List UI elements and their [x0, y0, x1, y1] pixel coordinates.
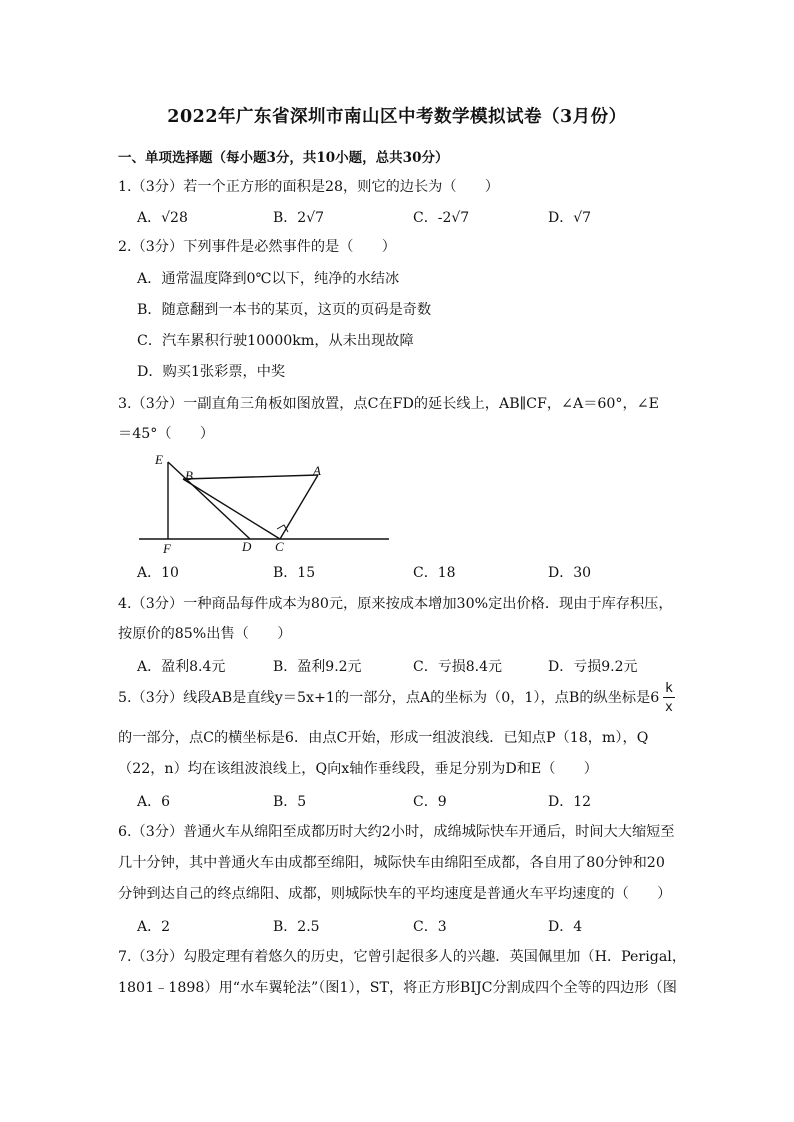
question-1-options: [137, 207, 697, 227]
question-1-option-d: D．√7: [548, 210, 592, 226]
label-f: F: [163, 541, 171, 556]
question-3-stem-line-2: ＝45°（ ）: [118, 426, 215, 442]
edge-ba: [183, 475, 318, 479]
question-3-stem-line-1: 3.（3分）一副直角三角板如图放置，点C在FD的延长线上，AB∥CF，∠A＝60°，∠E: [118, 396, 659, 412]
question-2-option-b: B．随意翻到一本书的某页，这页的页码是奇数: [137, 302, 432, 318]
right-angle-mark: [277, 525, 288, 532]
question-3-option-c: C．18: [413, 565, 456, 581]
question-6-stem-line-1: 6.（3分）普通火车从绵阳至成都历时大约2小时，成绵城际快车开通后，时间大大缩短至: [118, 824, 675, 840]
question-6-option-a: A．2: [137, 919, 171, 935]
label-e: E: [155, 452, 163, 467]
question-5-stem-line-2: 的一部分，点C的横坐标是6．由点C开始，形成一组波浪线．已知点P（18，m），Q: [118, 730, 649, 746]
question-1-stem: 1.（3分）若一个正方形的面积是28，则它的边长为（ ）: [118, 179, 500, 195]
question-4-options: [137, 656, 697, 676]
question-7-stem-line-1: 7.（3分）勾股定理有着悠久的历史，它曾引起很多人的兴趣．英国佩里加（H．Perigal，: [118, 949, 687, 965]
question-5-fraction-bar: [663, 697, 675, 698]
question-5-fraction-denominator: x: [665, 700, 673, 715]
edge-bc: [183, 479, 280, 539]
question-4-option-b: B．盈利9.2元: [273, 659, 362, 675]
question-2-stem: 2.（3分）下列事件是必然事件的是（ ）: [118, 239, 396, 255]
section-heading: 一、单项选择题（每小题3分，共10小题，总共30分）: [118, 150, 449, 166]
question-5-options: [137, 791, 697, 811]
question-5-option-a: A．6: [137, 794, 171, 810]
question-3-option-a: A．10: [137, 565, 179, 581]
question-1-option-c: C．-2√7: [413, 210, 470, 226]
question-5-option-b: B．5: [273, 794, 307, 810]
question-6-option-c: C．3: [413, 919, 447, 935]
label-c: C: [275, 539, 284, 554]
page-title: 2022年广东省深圳市南山区中考数学模拟试卷（3月份）: [167, 107, 627, 127]
label-b: B: [185, 468, 193, 483]
question-2-option-d: D．购买1张彩票，中奖: [137, 364, 286, 380]
edge-ed: [168, 462, 250, 539]
question-4-option-a: A．盈利8.4元: [137, 659, 226, 675]
question-4-stem-line-1: 4.（3分）一种商品每件成本为80元，原来按成本增加30%定出价格．现由于库存积压，: [118, 596, 673, 612]
question-5-stem-line-3: （22，n）均在该组波浪线上，Q向x轴作垂线段，垂足分别为D和E（ ）: [118, 761, 598, 777]
question-3-option-b: B．15: [273, 565, 316, 581]
question-5-option-d: D．12: [548, 794, 592, 810]
question-2-option-a: A．通常温度降到0℃以下，纯净的水结冰: [137, 271, 400, 287]
question-2-option-c: C．汽车累积行驶10000km，从未出现故障: [137, 333, 414, 349]
question-6-option-d: D．4: [548, 919, 583, 935]
question-3-option-d: D．30: [548, 565, 592, 581]
question-4-stem-line-2: 按原价的85%出售（ ）: [118, 626, 292, 642]
question-7-stem-line-2: 1801﹣1898）用“水车翼轮法”（图1），ST，将正方形BIJC分割成四个全等的四边形（图: [118, 980, 677, 996]
triangle-diagram: [135, 448, 395, 560]
question-6-stem-line-3: 分钟到达自己的终点绵阳、成都，则城际快车的平均速度是普通火车平均速度的（ ）: [118, 886, 672, 902]
question-6-options: [137, 916, 697, 936]
question-1-option-b: B．2√7: [273, 210, 325, 226]
question-1-option-a: A．√28: [137, 210, 188, 226]
question-6-option-b: B．2.5: [273, 919, 320, 935]
question-4-option-c: C．亏损8.4元: [413, 659, 502, 675]
question-4-option-d: D．亏损9.2元: [548, 659, 638, 675]
question-5-fraction-numerator: k: [665, 681, 673, 696]
edge-ac: [280, 475, 318, 539]
question-6-stem-line-2: 几十分钟，其中普通火车由成都至绵阳，城际快车由绵阳至成都，各自用了80分钟和20: [118, 855, 665, 871]
question-5-option-c: C．9: [413, 794, 447, 810]
label-a: A: [313, 463, 321, 478]
question-5-stem-line-1: 5.（3分）线段AB是直线y＝5x+1的一部分，点A的坐标为（0，1），点B的纵坐标是6: [118, 690, 660, 706]
question-3-options: [137, 562, 697, 582]
label-d: D: [242, 539, 252, 554]
